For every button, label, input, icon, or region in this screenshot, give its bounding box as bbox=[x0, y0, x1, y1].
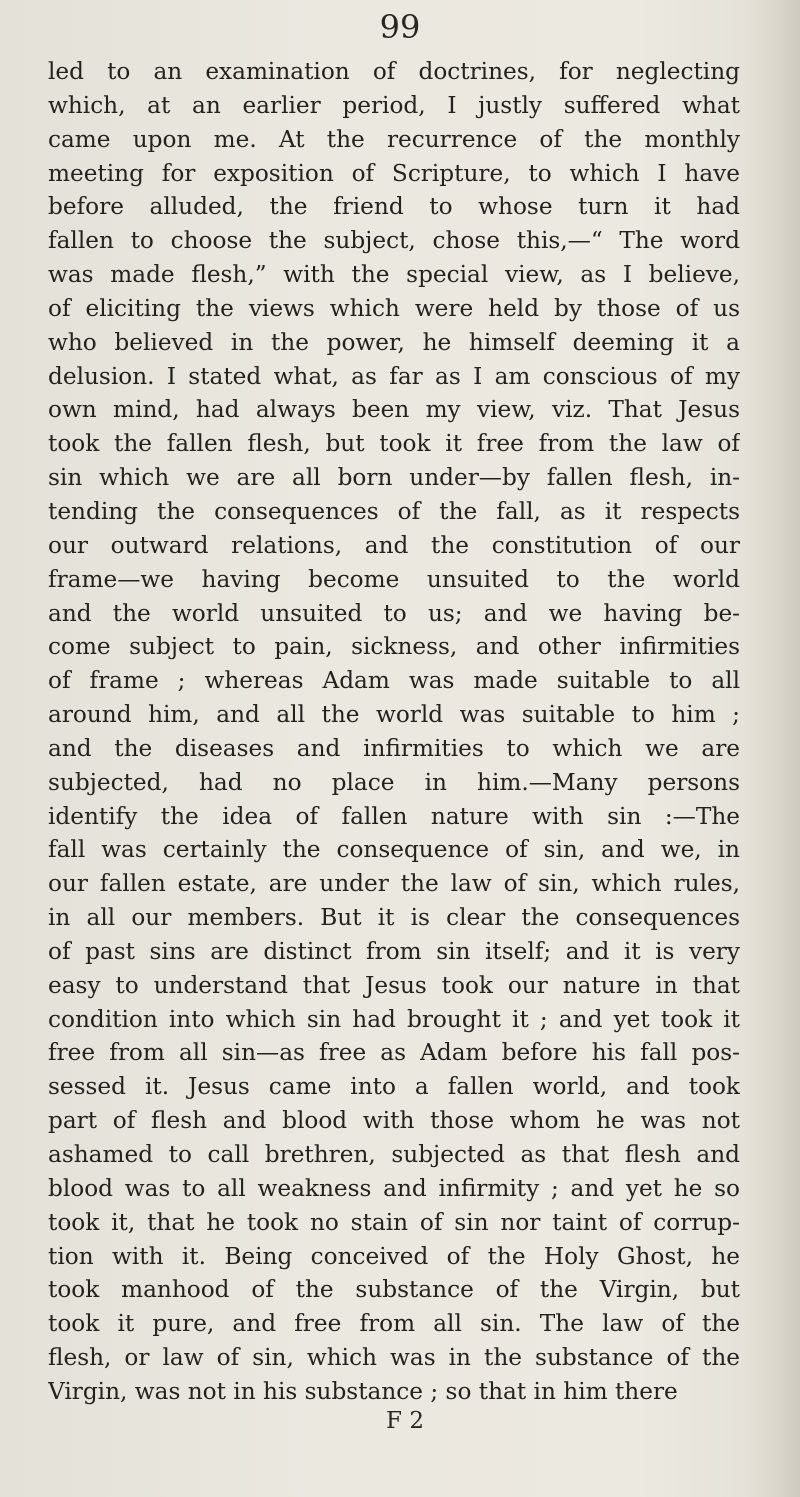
text-line: sessed it. Jesus came into a fallen world, and took bbox=[48, 1073, 740, 1101]
text-line: own mind, had always been my view, viz. That Jesus bbox=[48, 396, 740, 424]
text-line: our fallen estate, are under the law of sin, which rules, bbox=[48, 870, 740, 898]
text-line: condition into which sin had brought it ; and yet took it bbox=[48, 1005, 740, 1033]
text-line: meeting for exposition of Scripture, to which I have bbox=[48, 159, 740, 187]
text-line: blood was to all weakness and infirmity ; and yet he so bbox=[48, 1174, 740, 1202]
text-line: ashamed to call brethren, subjected as that flesh and bbox=[48, 1141, 740, 1168]
text-line: free from all sin—as free as Adam before his fall pos- bbox=[48, 1039, 740, 1067]
text-line: Virgin, was not in his substance ; so that in him there bbox=[48, 1377, 678, 1405]
body-text bbox=[48, 55, 740, 1409]
text-line: took the fallen flesh, but took it free from the law of bbox=[48, 430, 740, 458]
text-line: subjected, had no place in him.—Many persons bbox=[48, 768, 740, 796]
text-line: tion with it. Being conceived of the Holy Ghost, he bbox=[48, 1242, 740, 1270]
text-line: delusion. I stated what, as far as I am conscious of my bbox=[48, 362, 740, 390]
page-edge-shadow bbox=[744, 0, 800, 1497]
text-line: fallen to choose the subject, chose this,—“ The word bbox=[48, 227, 740, 255]
text-line: took it pure, and free from all sin. The law of the bbox=[48, 1310, 740, 1338]
text-line: of frame ; whereas Adam was made suitable to all bbox=[48, 667, 740, 695]
text-line: led to an examination of doctrines, for neglecting bbox=[48, 58, 740, 85]
text-line: before alluded, the friend to whose turn it had bbox=[48, 193, 740, 221]
text-line: our outward relations, and the constitution of our bbox=[48, 531, 740, 559]
text-line: fall was certainly the consequence of sin, and we, in bbox=[48, 836, 740, 864]
text-line: tending the consequences of the fall, as it respects bbox=[48, 497, 740, 525]
signature-mark: F 2 bbox=[386, 1408, 424, 1434]
text-line: took manhood of the substance of the Virgin, but bbox=[48, 1276, 740, 1304]
text-line: which, at an earlier period, I justly suffered what bbox=[48, 91, 740, 119]
text-line: come subject to pain, sickness, and other infirmities bbox=[48, 633, 740, 661]
text-line: frame—we having become unsuited to the world bbox=[48, 565, 740, 593]
text-line: came upon me. At the recurrence of the monthly bbox=[48, 125, 740, 153]
text-line: was made flesh,” with the special view, as I believe, bbox=[48, 261, 740, 289]
text-line: of past sins are distinct from sin itself; and it is very bbox=[48, 937, 740, 965]
text-line: took it, that he took no stain of sin nor taint of corrup- bbox=[48, 1208, 740, 1236]
text-line: part of flesh and blood with those whom he was not bbox=[48, 1107, 740, 1135]
text-line: of eliciting the views which were held by those of us bbox=[48, 294, 740, 322]
page-number: 99 bbox=[379, 8, 421, 46]
text-line: and the diseases and infirmities to which we are bbox=[48, 734, 740, 762]
text-line: in all our members. But it is clear the consequences bbox=[48, 904, 740, 932]
text-line: sin which we are all born under—by fallen flesh, in- bbox=[48, 464, 740, 492]
text-line: who believed in the power, he himself deeming it a bbox=[48, 328, 740, 356]
text-line: easy to understand that Jesus took our nature in that bbox=[48, 971, 740, 999]
text-line: flesh, or law of sin, which was in the substance of the bbox=[48, 1344, 740, 1372]
text-line: and the world unsuited to us; and we having be- bbox=[48, 599, 740, 627]
text-line: around him, and all the world was suitable to him ; bbox=[48, 701, 740, 729]
text-line: identify the idea of fallen nature with sin :—The bbox=[48, 802, 740, 830]
